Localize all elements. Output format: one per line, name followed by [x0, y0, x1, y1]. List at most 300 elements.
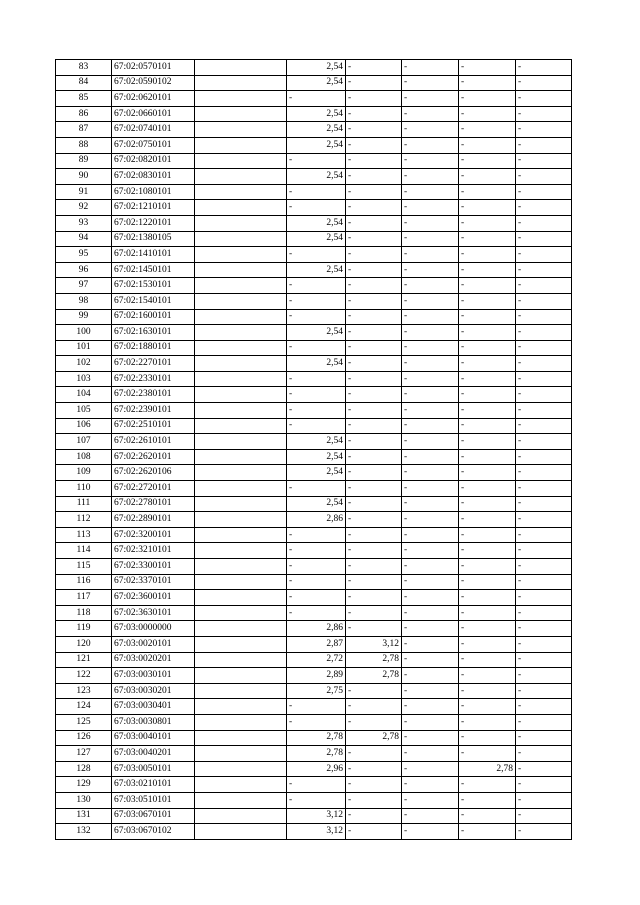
cadastral-code-cell: 67:02:3370101 [112, 574, 195, 590]
value-cell-4: - [459, 434, 516, 450]
value-cell-3: - [402, 559, 459, 575]
empty-cell [195, 215, 287, 231]
empty-cell [195, 403, 287, 419]
value-cell-1: 2,54 [287, 169, 346, 185]
value-cell-5: - [516, 106, 572, 122]
empty-cell [195, 527, 287, 543]
value-cell-5: - [516, 215, 572, 231]
value-cell-4: - [459, 621, 516, 637]
value-cell-5: - [516, 449, 572, 465]
value-cell-4: - [459, 403, 516, 419]
cadastral-code-cell: 67:02:3200101 [112, 527, 195, 543]
table-row [56, 714, 572, 730]
value-cell-4: - [459, 559, 516, 575]
value-cell-5: - [516, 169, 572, 185]
value-cell-4: - [459, 387, 516, 403]
value-cell-3: - [402, 465, 459, 481]
value-cell-5: - [516, 340, 572, 356]
value-cell-4: - [459, 449, 516, 465]
value-cell-5: - [516, 496, 572, 512]
value-cell-5: - [516, 371, 572, 387]
value-cell-3: - [402, 605, 459, 621]
value-cell-3: - [402, 434, 459, 450]
value-cell-2: - [346, 590, 402, 606]
value-cell-5: - [516, 824, 572, 840]
empty-cell [195, 153, 287, 169]
row-number-cell: 96 [56, 262, 112, 278]
value-cell-2: - [346, 60, 402, 76]
value-cell-2: - [346, 434, 402, 450]
value-cell-1: 3,12 [287, 808, 346, 824]
value-cell-3: - [402, 481, 459, 497]
value-cell-2: - [346, 496, 402, 512]
value-cell-2: - [346, 527, 402, 543]
value-cell-5: - [516, 309, 572, 325]
row-number-cell: 124 [56, 699, 112, 715]
cadastral-code-cell: 67:02:0740101 [112, 122, 195, 138]
value-cell-3: - [402, 496, 459, 512]
value-cell-4: - [459, 371, 516, 387]
value-cell-3: - [402, 371, 459, 387]
table-row [56, 590, 572, 606]
empty-cell [195, 652, 287, 668]
value-cell-1: 2,96 [287, 761, 346, 777]
value-cell-2: - [346, 91, 402, 107]
value-cell-4: - [459, 792, 516, 808]
value-cell-3: - [402, 215, 459, 231]
cadastral-code-cell: 67:02:1450101 [112, 262, 195, 278]
value-cell-1: 2,86 [287, 512, 346, 528]
table-row [56, 512, 572, 528]
value-cell-3: - [402, 808, 459, 824]
value-cell-2: - [346, 746, 402, 762]
value-cell-2: - [346, 683, 402, 699]
table-row [56, 153, 572, 169]
value-cell-3: - [402, 418, 459, 434]
cadastral-code-cell: 67:02:3210101 [112, 543, 195, 559]
value-cell-3: - [402, 325, 459, 341]
value-cell-2: - [346, 75, 402, 91]
value-cell-3: - [402, 792, 459, 808]
cadastral-code-cell: 67:02:2620106 [112, 465, 195, 481]
value-cell-3: - [402, 137, 459, 153]
value-cell-5: - [516, 293, 572, 309]
cadastral-code-cell: 67:02:0590102 [112, 75, 195, 91]
value-cell-4: - [459, 590, 516, 606]
cadastral-code-cell: 67:02:2270101 [112, 356, 195, 372]
cadastral-code-cell: 67:02:0620101 [112, 91, 195, 107]
empty-cell [195, 231, 287, 247]
cadastral-code-cell: 67:02:3630101 [112, 605, 195, 621]
value-cell-5: - [516, 746, 572, 762]
value-cell-1: 2,87 [287, 636, 346, 652]
value-cell-5: - [516, 777, 572, 793]
empty-cell [195, 340, 287, 356]
value-cell-1: - [287, 371, 346, 387]
value-cell-4: - [459, 730, 516, 746]
value-cell-3: - [402, 652, 459, 668]
value-cell-2: - [346, 824, 402, 840]
value-cell-3: - [402, 340, 459, 356]
value-cell-1: - [287, 153, 346, 169]
value-cell-2: - [346, 792, 402, 808]
value-cell-2: - [346, 449, 402, 465]
value-cell-5: - [516, 481, 572, 497]
table-row [56, 699, 572, 715]
value-cell-3: - [402, 387, 459, 403]
table-row [56, 137, 572, 153]
cadastral-code-cell: 67:02:2620101 [112, 449, 195, 465]
row-number-cell: 117 [56, 590, 112, 606]
row-number-cell: 95 [56, 247, 112, 263]
row-number-cell: 131 [56, 808, 112, 824]
empty-cell [195, 278, 287, 294]
value-cell-5: - [516, 122, 572, 138]
table-row [56, 293, 572, 309]
table-row [56, 122, 572, 138]
value-cell-2: - [346, 808, 402, 824]
value-cell-3: - [402, 356, 459, 372]
table-row [56, 356, 572, 372]
empty-cell [195, 761, 287, 777]
value-cell-4: - [459, 512, 516, 528]
value-cell-4: - [459, 465, 516, 481]
value-cell-4: - [459, 543, 516, 559]
row-number-cell: 92 [56, 200, 112, 216]
value-cell-3: - [402, 527, 459, 543]
value-cell-3: - [402, 309, 459, 325]
table-row [56, 574, 572, 590]
value-cell-2: - [346, 293, 402, 309]
value-cell-1: - [287, 792, 346, 808]
value-cell-5: - [516, 418, 572, 434]
value-cell-3: - [402, 543, 459, 559]
cadastral-code-cell: 67:02:0750101 [112, 137, 195, 153]
value-cell-2: - [346, 309, 402, 325]
value-cell-4: - [459, 91, 516, 107]
empty-cell [195, 184, 287, 200]
cadastral-code-cell: 67:02:1380105 [112, 231, 195, 247]
cadastral-code-cell: 67:02:1220101 [112, 215, 195, 231]
table-row [56, 340, 572, 356]
cadastral-code-cell: 67:02:2390101 [112, 403, 195, 419]
cadastral-code-cell: 67:02:2330101 [112, 371, 195, 387]
table-row [56, 418, 572, 434]
value-cell-1: - [287, 527, 346, 543]
value-cell-4: - [459, 808, 516, 824]
row-number-cell: 120 [56, 636, 112, 652]
value-cell-4: - [459, 481, 516, 497]
row-number-cell: 122 [56, 668, 112, 684]
row-number-cell: 127 [56, 746, 112, 762]
value-cell-5: - [516, 356, 572, 372]
cadastral-code-cell: 67:03:0670102 [112, 824, 195, 840]
value-cell-3: - [402, 621, 459, 637]
value-cell-2: - [346, 137, 402, 153]
value-cell-1: 2,54 [287, 122, 346, 138]
value-cell-2: - [346, 512, 402, 528]
table-row [56, 465, 572, 481]
empty-cell [195, 60, 287, 76]
value-cell-5: - [516, 387, 572, 403]
row-number-cell: 129 [56, 777, 112, 793]
value-cell-3: - [402, 668, 459, 684]
row-number-cell: 113 [56, 527, 112, 543]
value-cell-1: - [287, 387, 346, 403]
cadastre-table [55, 59, 572, 840]
value-cell-3: - [402, 403, 459, 419]
value-cell-5: - [516, 699, 572, 715]
empty-cell [195, 512, 287, 528]
value-cell-3: - [402, 636, 459, 652]
table-row [56, 683, 572, 699]
value-cell-5: - [516, 434, 572, 450]
table-row [56, 746, 572, 762]
empty-cell [195, 122, 287, 138]
value-cell-4: - [459, 636, 516, 652]
value-cell-4: - [459, 309, 516, 325]
value-cell-1: 2,54 [287, 434, 346, 450]
value-cell-5: - [516, 153, 572, 169]
value-cell-4: - [459, 262, 516, 278]
cadastral-code-cell: 67:03:0670101 [112, 808, 195, 824]
empty-cell [195, 309, 287, 325]
row-number-cell: 111 [56, 496, 112, 512]
cadastral-code-cell: 67:03:0210101 [112, 777, 195, 793]
value-cell-4: - [459, 574, 516, 590]
cadastral-code-cell: 67:03:0040101 [112, 730, 195, 746]
value-cell-4: - [459, 293, 516, 309]
empty-cell [195, 683, 287, 699]
value-cell-2: - [346, 465, 402, 481]
value-cell-3: - [402, 699, 459, 715]
value-cell-4: 2,78 [459, 761, 516, 777]
value-cell-2: - [346, 481, 402, 497]
value-cell-2: - [346, 169, 402, 185]
cadastral-code-cell: 67:02:1530101 [112, 278, 195, 294]
value-cell-3: - [402, 75, 459, 91]
cadastral-code-cell: 67:03:0020201 [112, 652, 195, 668]
value-cell-4: - [459, 356, 516, 372]
value-cell-3: - [402, 262, 459, 278]
value-cell-4: - [459, 527, 516, 543]
value-cell-2: - [346, 340, 402, 356]
table-row [56, 792, 572, 808]
value-cell-5: - [516, 247, 572, 263]
value-cell-5: - [516, 605, 572, 621]
value-cell-2: - [346, 122, 402, 138]
cadastral-code-cell: 67:02:3600101 [112, 590, 195, 606]
cadastral-code-cell: 67:02:2890101 [112, 512, 195, 528]
value-cell-2: - [346, 699, 402, 715]
value-cell-5: - [516, 325, 572, 341]
value-cell-4: - [459, 418, 516, 434]
value-cell-1: - [287, 293, 346, 309]
value-cell-1: 3,12 [287, 824, 346, 840]
row-number-cell: 84 [56, 75, 112, 91]
empty-cell [195, 247, 287, 263]
value-cell-1: - [287, 559, 346, 575]
value-cell-5: - [516, 200, 572, 216]
table-row [56, 559, 572, 575]
value-cell-5: - [516, 559, 572, 575]
value-cell-2: 3,12 [346, 636, 402, 652]
cadastral-code-cell: 67:02:2380101 [112, 387, 195, 403]
value-cell-1: - [287, 699, 346, 715]
empty-cell [195, 730, 287, 746]
empty-cell [195, 543, 287, 559]
value-cell-2: - [346, 153, 402, 169]
row-number-cell: 130 [56, 792, 112, 808]
row-number-cell: 101 [56, 340, 112, 356]
table-body [56, 60, 572, 840]
value-cell-1: - [287, 605, 346, 621]
value-cell-3: - [402, 730, 459, 746]
value-cell-5: - [516, 403, 572, 419]
cadastral-code-cell: 67:02:1410101 [112, 247, 195, 263]
table-row [56, 434, 572, 450]
value-cell-2: - [346, 371, 402, 387]
value-cell-4: - [459, 231, 516, 247]
value-cell-5: - [516, 590, 572, 606]
value-cell-2: - [346, 278, 402, 294]
value-cell-1: - [287, 340, 346, 356]
value-cell-2: - [346, 106, 402, 122]
value-cell-4: - [459, 153, 516, 169]
table-row [56, 231, 572, 247]
table-row [56, 652, 572, 668]
value-cell-5: - [516, 91, 572, 107]
value-cell-2: - [346, 559, 402, 575]
empty-cell [195, 293, 287, 309]
table-row [56, 449, 572, 465]
empty-cell [195, 824, 287, 840]
empty-cell [195, 699, 287, 715]
value-cell-2: 2,78 [346, 668, 402, 684]
row-number-cell: 107 [56, 434, 112, 450]
value-cell-3: - [402, 106, 459, 122]
value-cell-3: - [402, 247, 459, 263]
row-number-cell: 110 [56, 481, 112, 497]
table-row [56, 387, 572, 403]
row-number-cell: 126 [56, 730, 112, 746]
empty-cell [195, 496, 287, 512]
value-cell-5: - [516, 231, 572, 247]
value-cell-5: - [516, 636, 572, 652]
row-number-cell: 109 [56, 465, 112, 481]
cadastral-code-cell: 67:02:1080101 [112, 184, 195, 200]
cadastral-code-cell: 67:03:0040201 [112, 746, 195, 762]
row-number-cell: 114 [56, 543, 112, 559]
row-number-cell: 125 [56, 714, 112, 730]
row-number-cell: 97 [56, 278, 112, 294]
empty-cell [195, 808, 287, 824]
value-cell-2: - [346, 247, 402, 263]
empty-cell [195, 418, 287, 434]
value-cell-2: - [346, 761, 402, 777]
value-cell-5: - [516, 714, 572, 730]
empty-cell [195, 777, 287, 793]
value-cell-5: - [516, 527, 572, 543]
value-cell-5: - [516, 808, 572, 824]
row-number-cell: 118 [56, 605, 112, 621]
empty-cell [195, 387, 287, 403]
table-row [56, 605, 572, 621]
row-number-cell: 128 [56, 761, 112, 777]
value-cell-3: - [402, 231, 459, 247]
value-cell-2: - [346, 387, 402, 403]
value-cell-5: - [516, 262, 572, 278]
table-row [56, 91, 572, 107]
table-row [56, 215, 572, 231]
value-cell-1: 2,89 [287, 668, 346, 684]
empty-cell [195, 200, 287, 216]
value-cell-4: - [459, 106, 516, 122]
table-row [56, 247, 572, 263]
table-row [56, 60, 572, 76]
empty-cell [195, 169, 287, 185]
empty-cell [195, 434, 287, 450]
row-number-cell: 100 [56, 325, 112, 341]
value-cell-5: - [516, 683, 572, 699]
table-row [56, 403, 572, 419]
table-row [56, 543, 572, 559]
row-number-cell: 86 [56, 106, 112, 122]
row-number-cell: 94 [56, 231, 112, 247]
value-cell-3: - [402, 153, 459, 169]
value-cell-5: - [516, 761, 572, 777]
value-cell-4: - [459, 668, 516, 684]
empty-cell [195, 621, 287, 637]
value-cell-2: - [346, 231, 402, 247]
value-cell-1: 2,54 [287, 449, 346, 465]
cadastral-code-cell: 67:02:0660101 [112, 106, 195, 122]
value-cell-3: - [402, 91, 459, 107]
value-cell-2: - [346, 621, 402, 637]
value-cell-1: 2,78 [287, 746, 346, 762]
table-row [56, 371, 572, 387]
empty-cell [195, 325, 287, 341]
cadastral-code-cell: 67:02:2510101 [112, 418, 195, 434]
cadastral-code-cell: 67:02:2610101 [112, 434, 195, 450]
cadastral-code-cell: 67:02:2720101 [112, 481, 195, 497]
value-cell-1: - [287, 200, 346, 216]
empty-cell [195, 590, 287, 606]
value-cell-1: 2,54 [287, 106, 346, 122]
value-cell-1: 2,54 [287, 356, 346, 372]
value-cell-1: 2,54 [287, 325, 346, 341]
value-cell-5: - [516, 621, 572, 637]
value-cell-4: - [459, 200, 516, 216]
value-cell-3: - [402, 60, 459, 76]
cadastral-code-cell: 67:02:0830101 [112, 169, 195, 185]
row-number-cell: 121 [56, 652, 112, 668]
cadastral-code-cell: 67:03:0510101 [112, 792, 195, 808]
row-number-cell: 99 [56, 309, 112, 325]
cadastral-code-cell: 67:02:1630101 [112, 325, 195, 341]
value-cell-2: - [346, 777, 402, 793]
table-row [56, 75, 572, 91]
value-cell-1: 2,54 [287, 231, 346, 247]
row-number-cell: 132 [56, 824, 112, 840]
row-number-cell: 93 [56, 215, 112, 231]
table-row [56, 200, 572, 216]
row-number-cell: 89 [56, 153, 112, 169]
cadastral-code-cell: 67:03:0030801 [112, 714, 195, 730]
value-cell-1: - [287, 403, 346, 419]
value-cell-5: - [516, 60, 572, 76]
row-number-cell: 83 [56, 60, 112, 76]
